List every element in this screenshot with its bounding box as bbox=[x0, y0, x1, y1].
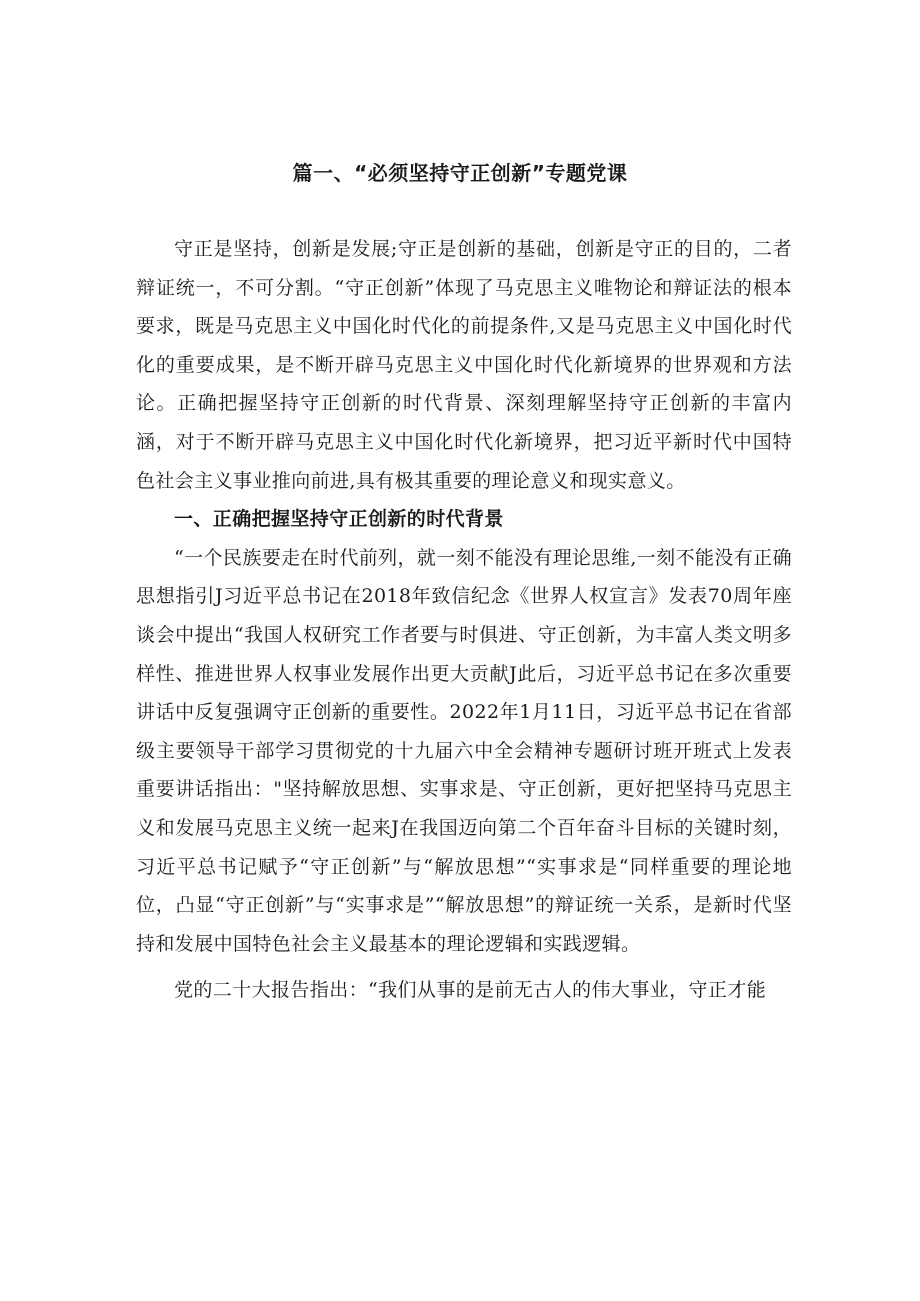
section-paragraph-1: “一个民族要走在时代前列，就一刻不能没有理论思维,一刻不能没有正确思想指引J习近平总书记在2018年致信纪念《世界人权宣言》发表70周年座谈会中提出“我国人权研究工作者要与时俱进、守正创新，为丰富人类文明多样性、推进世界人权事业发展作出更大贡献J此后，习近平总书记在多次重要讲话中反复强调守正创新的重要性。2022年1月11日，习近平总书记在省部级主要领导干部学习贯彻党的十九届六中全会精神专题研讨班开班式上发表重要讲话指出："坚持解放思想、实事求是、守正创新，更好把坚持马克思主义和发展马克思主义统一起来J在我国迈向第二个百年奋斗目标的关键时刻，习近平总书记赋予“守正创新”与“解放思想”“实事求是“同样重要的理论地位，凸显“守正创新”与“实事求是”“解放思想”的辩证统一关系，是新时代坚持和发展中国特色社会主义最基本的理论逻辑和实践逻辑。 bbox=[136, 546, 792, 955]
section-paragraph-2: 党的二十大报告指出：“我们从事的是前无古人的伟大事业，守正才能 bbox=[174, 979, 767, 1002]
document-title: 篇一、“必须坚持守正创新”专题党课 bbox=[292, 161, 628, 185]
paragraph-gap bbox=[136, 963, 792, 971]
document-body bbox=[136, 230, 792, 1010]
intro-paragraph: 守正是坚持，创新是发展;守正是创新的基础，创新是守正的目的，二者辩证统一，不可分割。“守正创新”体现了马克思主义唯物论和辩证法的根本要求，既是马克思主义中国化时代化的前提条件,又是马克思主义中国化时代化的重要成果，是不断开辟马克思主义中国化时代化新境界的世界观和方法论。正确把握坚持守正创新的时代背景、深刻理解坚持守正创新的丰富内涵，对于不断开辟马克思主义中国化时代化新境界，把习近平新时代中国特色社会主义事业推向前进,具有极其重要的理论意义和现实意义。 bbox=[136, 238, 792, 492]
section-heading: 一、正确把握坚持守正创新的时代背景 bbox=[174, 508, 504, 531]
